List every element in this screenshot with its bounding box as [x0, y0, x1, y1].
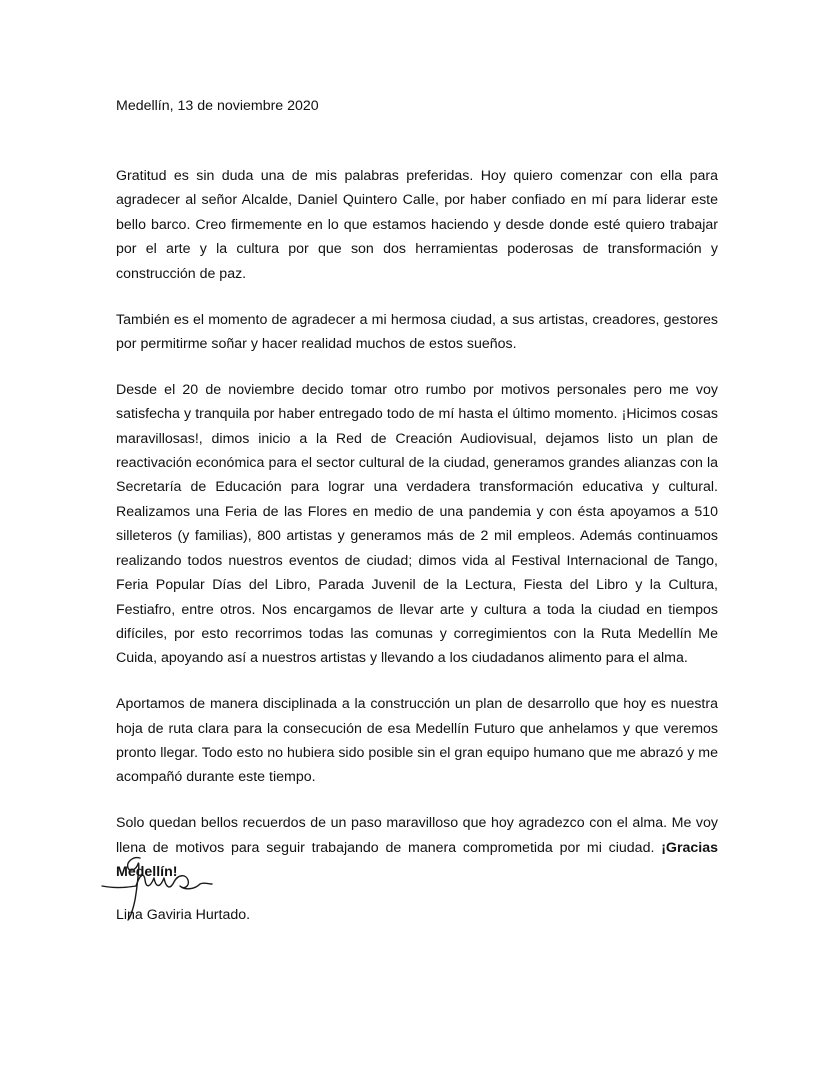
- paragraph-gratitude: Gratitud es sin duda una de mis palabras preferidas. Hoy quiero comenzar con ella para agradecer al señor Alcalde, Daniel Quintero Calle, por haber confiado en mí para liderar este bello barco. Creo firmemente en lo que estamos haciendo y desde donde esté quiero trabajar por el arte y la cultura por que son dos herramientas poderosas de transformación y construcción de paz.: [116, 168, 718, 282]
- paragraph-development-plan: Aportamos de manera disciplinada a la construcción un plan de desarrollo que hoy es nuestra hoja de ruta clara para la consecución de esa Medellín Futuro que anhelamos y que veremos pronto llegar. Todo esto no hubiera sido posible sin el gran equipo humano que me abrazó y me acompañó durante este tiempo.: [116, 696, 718, 786]
- paragraph-achievements: Desde el 20 de noviembre decido tomar otro rumbo por motivos personales pero me voy satisfecha y tranquila por haber entregado todo de mí hasta el último momento. ¡Hicimos cosas maravillosas!, dimos inicio a la Red de Creación Audiovisual, dejamos listo un plan de reactivación económica para el sector cultural de la ciudad, generamos grandes alianzas con la Secretaría de Educación para lograr una verdadera transformación educativa y cultural. Realizamos una Feria de las Flores en medio de una pandemia y con ésta apoyamos a 510 silleteros (y familias), 800 artistas y generamos más de 2 mil empleos. Además continuamos realizando todos nuestros eventos de ciudad; dimos vida al Festival Internacional de Tango, Feria Popular Días del Libro, Parada Juvenil de la Lectura, Fiesta del Libro y la Cultura, Festiafro, entre otros. Nos encargamos de llevar arte y cultura a toda la ciudad en tiempos difíciles, por esto recorrimos todas las comunas y corregimientos con la Ruta Medellín Me Cuida, apoyando así a nuestros artistas y llevando a los ciudadanos alimento para el alma.: [116, 381, 718, 667]
- letter-body: [116, 164, 718, 906]
- paragraph-city-thanks: También es el momento de agradecer a mi hermosa ciudad, a sus artistas, creadores, gestores por permitirme soñar y hacer realidad muchos de estos sueños.: [116, 311, 718, 352]
- signer-name: Lina Gaviria Hurtado.: [116, 907, 251, 923]
- closing-thanks: ¡Gracias Medellín!: [116, 839, 718, 881]
- closing-text: Solo quedan bellos recuerdos de un paso maravilloso que hoy agradezco con el alma. Me voy llena de motivos para seguir trabajando de manera comprometida por mi ciudad.: [116, 815, 718, 856]
- letter-date: Medellín, 13 de noviembre 2020: [116, 98, 319, 114]
